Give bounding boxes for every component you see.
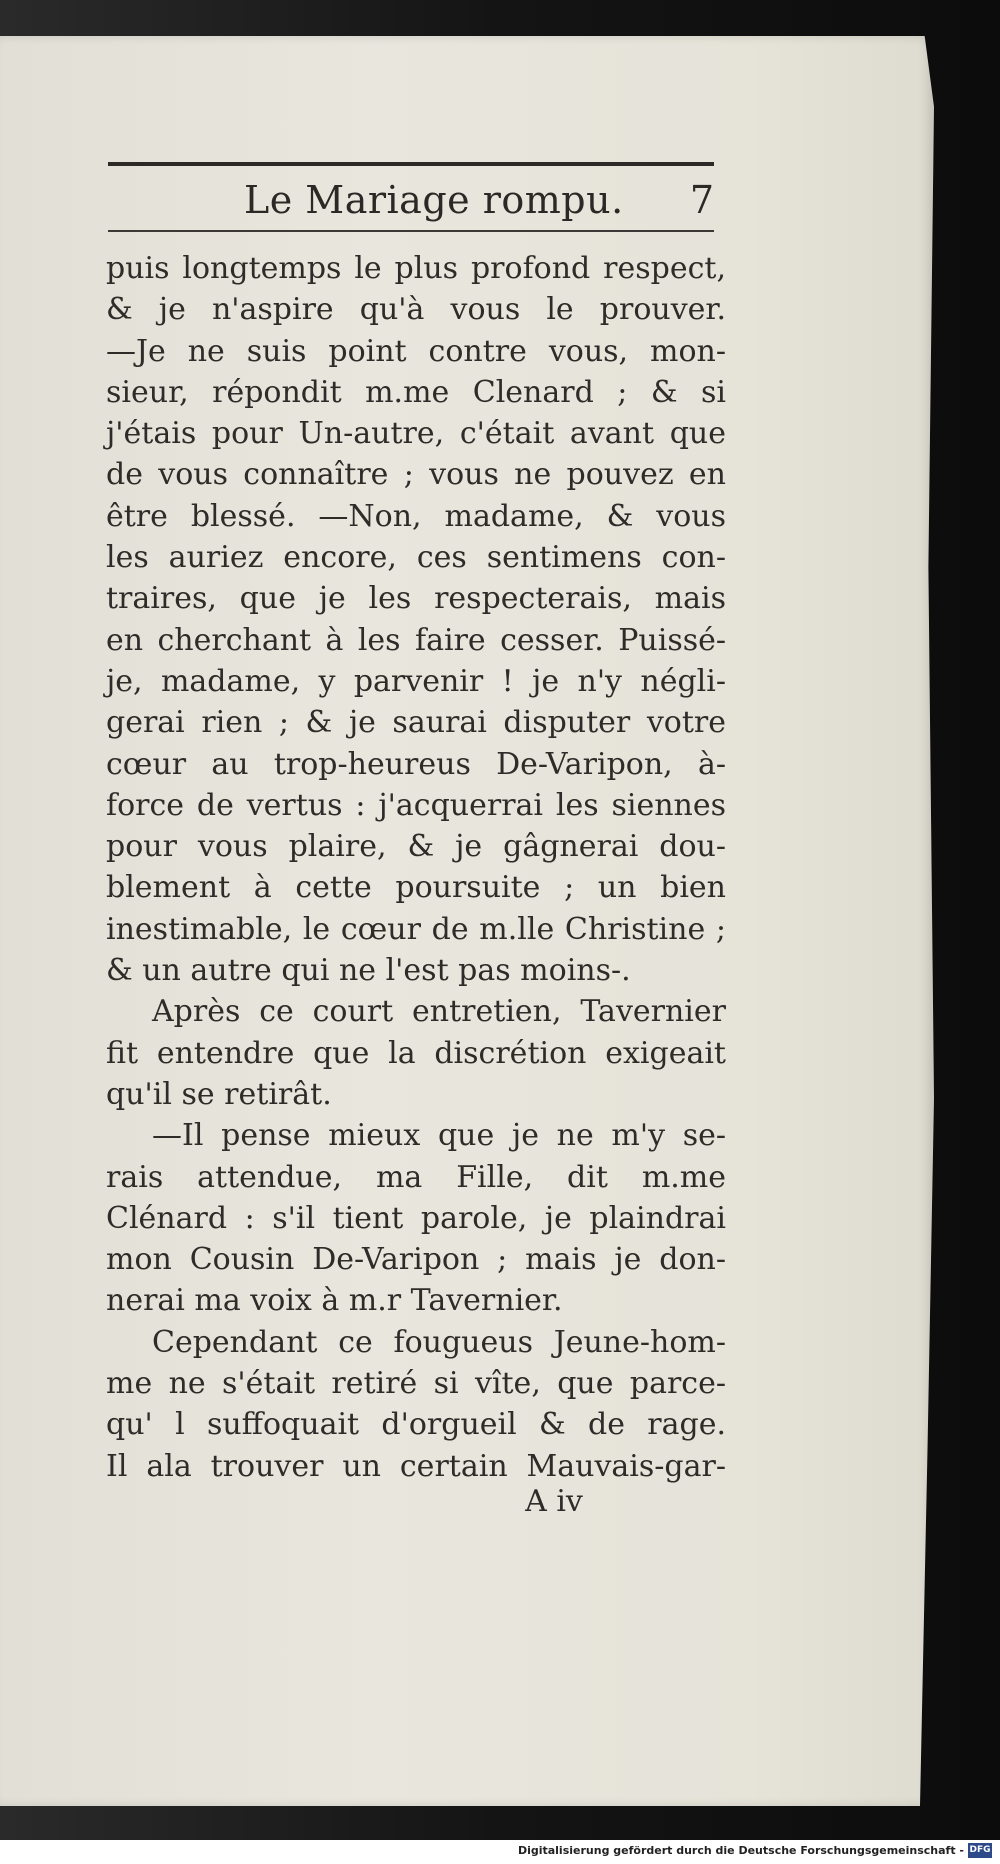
text-line: Cependant ce fougueus Jeune-hom- [152,1324,726,1360]
footer-credit: Digitalisierung gefördert durch die Deutsche Forschungsgemeinschaft - [517,1844,964,1857]
header-top-rule [108,162,714,166]
text-line: force de vertus : j'acquerrai les siennes [106,787,726,823]
text-line: inestimable, le cœur de m.lle Christine ; [106,911,726,947]
text-line: je, madame, y parvenir ! je n'y négli- [106,663,726,699]
text-line: fit entendre que la discrétion exigeait [106,1035,726,1071]
text-line: en cherchant à les faire cesser. Puissé- [106,622,726,658]
text-line: cœur au trop-heureus De-Varipon, à- [106,746,726,782]
text-line: être blessé. —Non, madame, & vous [106,498,726,534]
text-line: les auriez encore, ces sentimens con- [106,540,726,576]
page-number: 7 [689,178,714,222]
text-line: mon Cousin De-Varipon ; mais je don- [106,1242,726,1278]
running-title: Le Mariage rompu. [244,178,624,222]
text-line: puis longtemps le plus profond respect, [106,251,726,286]
text-line: Il ala trouver un certain Mauvais-gar- [106,1448,726,1484]
dfg-logo-icon: DFG [968,1843,992,1858]
text-line: rais attendue, ma Fille, dit m.me [106,1159,726,1195]
text-line: & un autre qui ne l'est pas moins-. [106,953,631,989]
signature-mark: A iv [525,1484,583,1519]
text-line: Après ce court entretien, Tavernier [152,994,726,1030]
text-line: j'étais pour Un-autre, c'était avant que [106,416,726,452]
text-line: me ne s'était retiré si vîte, que parce- [106,1366,726,1402]
text-line: nerai ma voix à m.r Tavernier. [106,1283,563,1319]
text-line: gerai rien ; & je saurai disputer votre [106,705,726,741]
body-text [106,248,726,1487]
text-line: qu' l suffoquait d'orgueil & de rage. [106,1407,726,1443]
text-line: Clénard : s'il tient parole, je plaindrai [106,1200,726,1236]
text-line: traires, que je les respecterais, mais [106,581,726,617]
text-line: —Je ne suis point contre vous, mon- [106,333,726,369]
text-line: sieur, répondit m.me Clenard ; & si [106,374,726,410]
text-line: —Il pense mieux que je ne m'y se- [152,1118,726,1154]
header-bottom-rule [108,230,714,232]
text-line: & je n'aspire qu'à vous le prouver. [106,292,726,328]
text-line: de vous connaître ; vous ne pouvez en [106,457,726,493]
running-head [108,176,714,232]
text-line: qu'il se retirât. [106,1076,332,1112]
text-line: pour vous plaire, & je gâgnerai dou- [106,829,726,865]
text-line: blement à cette poursuite ; un bien [106,870,726,906]
